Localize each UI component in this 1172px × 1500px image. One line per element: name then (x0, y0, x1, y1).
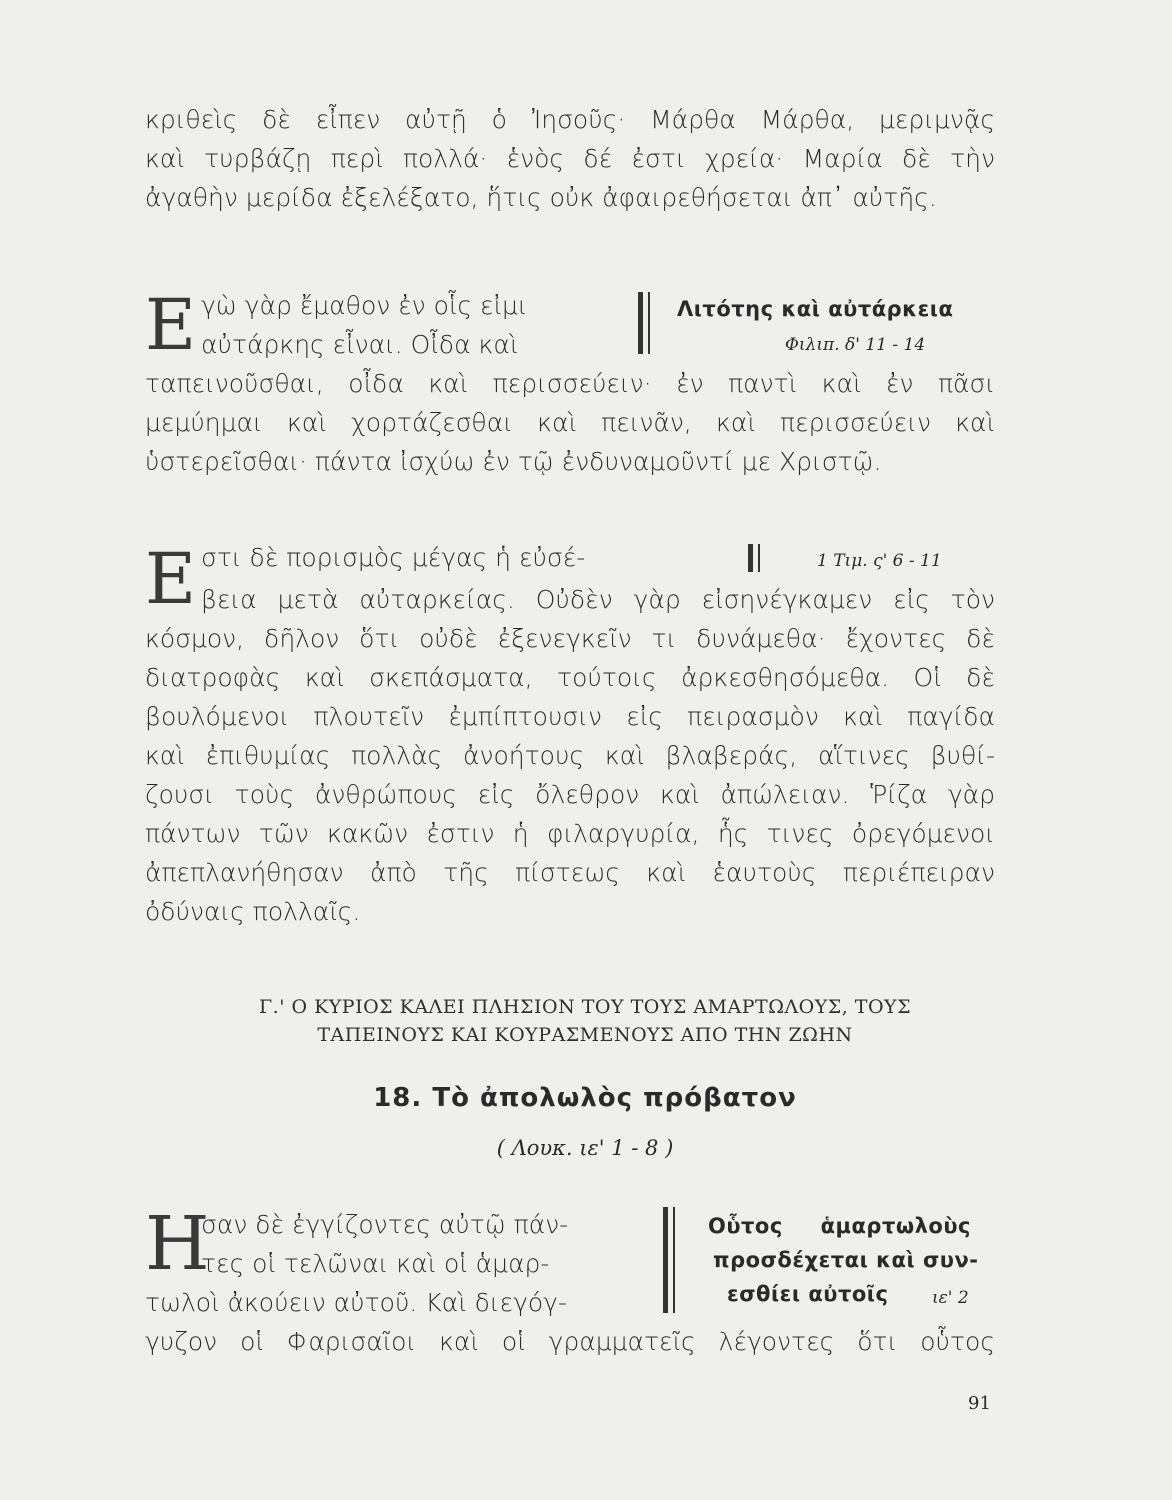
section-ref: ( Λουκ. ιε' 1 - 8 ) (496, 1136, 674, 1160)
text-line: ἀγαθὴν μερίδα ἐξελέξατο, ἥτις οὐκ ἀφαιρεθήσεται ἀπ᾽ αὐτῆς. (145, 183, 937, 212)
margin-note-ref: ιε' 2 (932, 1288, 969, 1308)
margin-note-title: Λιτότης καὶ αὐτάρκεια (677, 297, 954, 321)
text-line: σαν δὲ ἐγγίζοντες αὐτῷ πάν- (201, 1210, 569, 1239)
text-line: ὀδύναις πολλαῖς. (145, 897, 361, 926)
margin-note-ref: 1 Τιμ. ς' 6 - 11 (817, 551, 942, 571)
text-line: γυζον οἱ Φαρισαῖοι καὶ οἱ γραμματεῖς λέγοντες ὅτι οὗτος (145, 1327, 995, 1356)
section-frugality (145, 286, 995, 486)
text-line: ἀπεπλανήθησαν ἀπὸ τῆς πίστεως καὶ ἑαυτοὺς περιέπειραν (145, 858, 995, 887)
margin-rule (758, 544, 760, 572)
drop-cap: Ε (145, 284, 197, 366)
text-line: τες οἱ τελῶναι καὶ οἱ ἁμαρ- (201, 1249, 550, 1278)
text-line: κόσμον, δῆλον ὅτι οὐδὲ ἐξενεγκεῖν τι δυνάμεθα· ἔχοντες δὲ (145, 624, 995, 653)
margin-note-line: προσδέχεται καὶ συν- (713, 1248, 979, 1272)
chapter-heading-line: ΤΑΠΕΙΝΟΥΣ ΚΑΙ ΚΟΥΡΑΣΜΕΝΟΥΣ ΑΠΟ ΤΗΝ ΖΩΗΝ (317, 1024, 853, 1046)
text-line: διατροφὰς καὶ σκεπάσματα, τούτοις ἀρκεσθησόμεθα. Οἱ δὲ (145, 663, 995, 692)
text-line: τωλοὶ ἀκούειν αὐτοῦ. Καὶ διεγόγ- (145, 1288, 567, 1317)
text-line: πάντων τῶν κακῶν ἐστιν ἡ φιλαργυρία, ἧς τινες ὀρεγόμενοι (145, 819, 995, 848)
margin-rule (638, 292, 643, 354)
margin-rule (673, 1207, 675, 1313)
text-line: καὶ τυρβάζῃ περὶ πολλά· ἑνὸς δέ ἐστι χρεία· Μαρία δὲ τὴν (145, 144, 995, 173)
text-line: μεμύημαι καὶ χορτάζεσθαι καὶ πεινᾶν, καὶ περισσεύειν καὶ (145, 408, 995, 437)
margin-rule (648, 292, 650, 354)
margin-rule (663, 1207, 668, 1313)
intro-paragraph (145, 100, 995, 217)
text-line: ὑστερεῖσθαι· πάντα ἰσχύω ἐν τῷ ἐνδυναμοῦντί με Χριστῷ. (145, 447, 882, 476)
text-line: αὐτάρκης εἶναι. Οἶδα καὶ (201, 330, 519, 359)
drop-cap: Η (145, 1201, 210, 1287)
drop-cap: Ε (145, 538, 197, 620)
section-godliness (145, 538, 995, 938)
text-line: ζουσι τοὺς ἀνθρώπους εἰς ὄλεθρον καὶ ἀπώλειαν. Ῥίζα γὰρ (145, 780, 995, 809)
section-title: 18. Τὸ ἀπολωλὸς πρόβατον (373, 1083, 797, 1113)
margin-note-ref: Φιλιπ. δ' 11 - 14 (785, 335, 926, 355)
page-number: 91 (968, 1393, 991, 1414)
margin-rule (748, 544, 753, 572)
text-line: βουλόμενοι πλουτεῖν ἐμπίπτουσιν εἰς πειρασμὸν καὶ παγίδα (145, 702, 995, 731)
margin-note-line: εσθίει αὐτοῖς (727, 1282, 889, 1306)
text-line: κριθεὶς δὲ εἶπεν αὐτῇ ὁ Ἰησοῦς· Μάρθα Μάρθα, μεριμνᾷς (145, 105, 995, 134)
text-line: γὼ γὰρ ἔμαθον ἐν οἷς εἰμι (201, 291, 528, 320)
text-line: ταπεινοῦσθαι, οἶδα καὶ περισσεύειν· ἐν παντὶ καὶ ἐν πᾶσι (145, 369, 995, 398)
chapter-heading-line: Γ.' Ο ΚΥΡΙΟΣ ΚΑΛΕΙ ΠΛΗΣΙΟΝ ΤΟΥ ΤΟΥΣ ΑΜΑΡΤΩΛΟΥΣ, ΤΟΥΣ (258, 996, 912, 1018)
chapter-heading (175, 993, 995, 1049)
text-line: βεια μετὰ αὐταρκείας. Οὐδὲν γὰρ εἰσηνέγκαμεν εἰς τὸν (201, 585, 995, 614)
text-line: καὶ ἐπιθυμίας πολλὰς ἀνοήτους καὶ βλαβεράς, αἵτινες βυθί- (145, 741, 995, 770)
section-lost-sheep (145, 1201, 995, 1365)
margin-note-line: Οὗτος ἁμαρτωλοὺς (708, 1214, 971, 1238)
text-line: στι δὲ πορισμὸς μέγας ἡ εὐσέ- (201, 543, 586, 572)
